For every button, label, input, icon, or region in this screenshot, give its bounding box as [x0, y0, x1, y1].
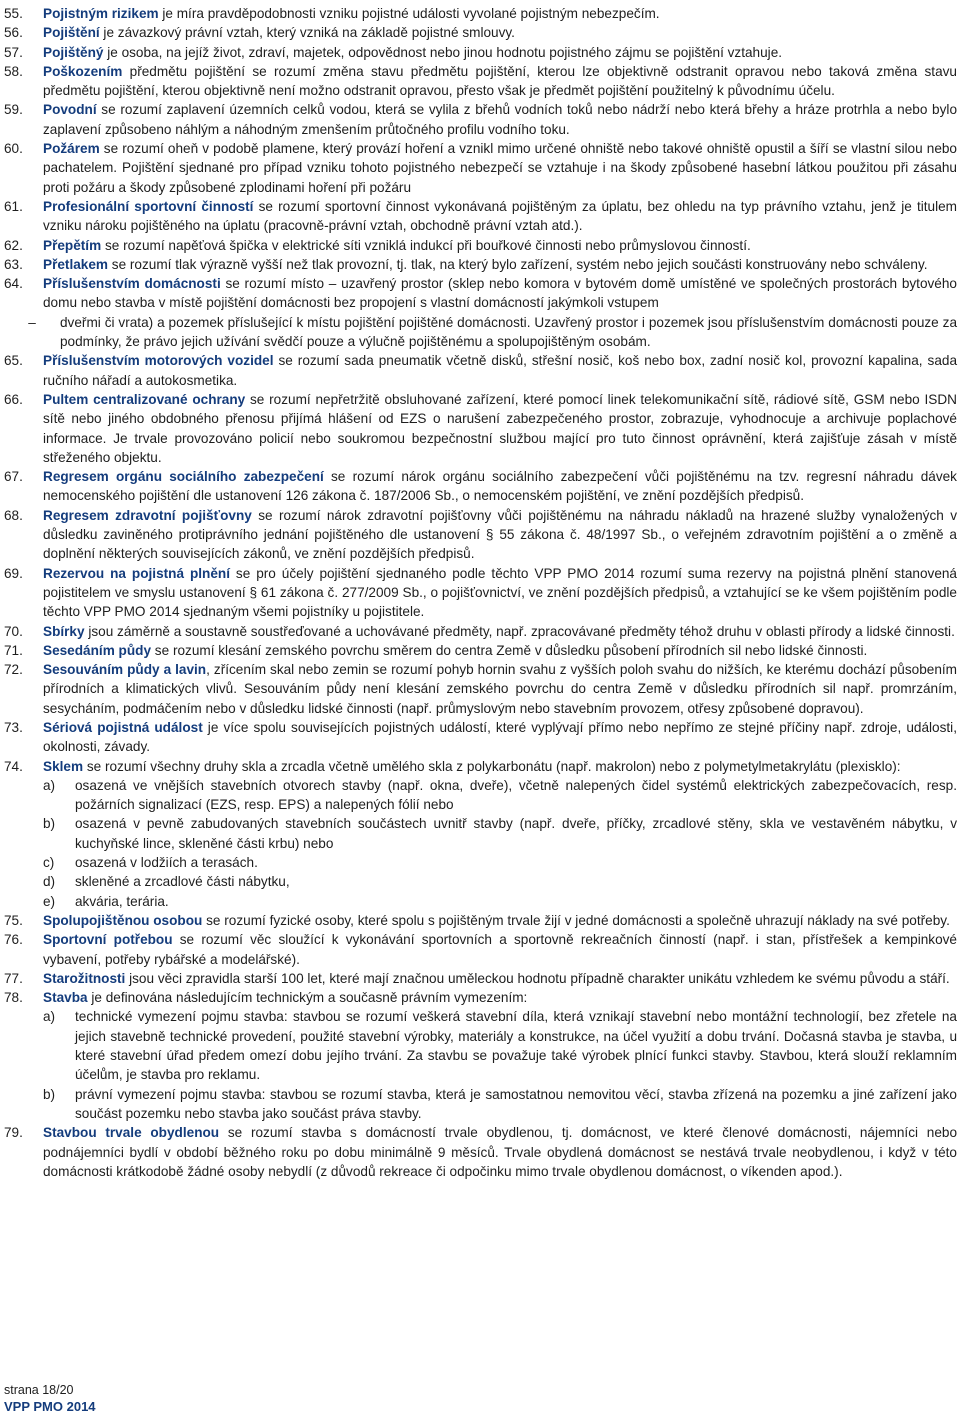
defined-term: Příslušenstvím domácnosti	[43, 276, 221, 292]
entry-text	[43, 641, 957, 660]
definition-entry	[4, 390, 957, 467]
entry-number: 77.	[4, 970, 23, 986]
defined-term: Pojištění	[43, 25, 100, 41]
entry-text	[43, 4, 957, 23]
document-body	[4, 4, 957, 1181]
defined-term: Pojistným rizikem	[43, 6, 159, 21]
entry-body	[43, 641, 957, 660]
definition-text: se rozumí sada pneumatik včetně disků, střešní nosič, koš nebo box, zadní nosič kol, provozní kapalina, sada ručního nářadí a autokosmetika.	[43, 353, 958, 388]
entry-number: 70.	[4, 623, 23, 639]
entry-body	[43, 757, 957, 911]
definition-entry	[4, 351, 957, 390]
definition-text: jsou záměrně a soustavně soustřeďované a uchovávané předměty, např. zpracovávané předměty téhož druhu v oblasti přírody a lidské činnosti.	[84, 623, 955, 639]
definition-text: se rozumí fyzické osoby, které spolu s pojištěným trvale žijí v jedné domácnosti a společně uhrazují náklady na své potřeby.	[202, 912, 950, 928]
sub-label: b)	[43, 816, 56, 832]
definition-entry	[4, 622, 957, 641]
sub-label: a)	[43, 1009, 56, 1025]
defined-term: Povodní	[43, 102, 97, 118]
definition-entry	[4, 564, 957, 622]
definition-text: se rozumí klesání zemského povrchu směrem do centra Země v důsledku působení přírodních sil nebo lidské činnosti.	[151, 642, 868, 658]
entry-number: 60.	[4, 141, 23, 157]
entry-number: 59.	[4, 102, 23, 118]
entry-number: 74.	[4, 758, 23, 774]
definition-text: je závazkový právní vztah, který vzniká na základě pojistné smlouvy.	[99, 25, 515, 41]
definition-text: se rozumí stavba s domácností trvale obydlenou, tj. domácnost, ve které členové domácnosti, nájemníci nebo podnájemníci bydlí v období běžného roku po dobu minimálně 9 měsíců. Trvale obydlená domácnost se nestává trvale neobydlenou, i když v této domácnosti krátkodobě žádné osoby nebydlí (z důvodů rekreace či odpočinku mimo trvale obydlenou domácnost, o víkenden apod.).	[43, 1125, 958, 1179]
entry-body	[43, 62, 957, 101]
definition-entry	[4, 139, 957, 197]
definition-text: se rozumí všechny druhy skla a zrcadla včetně umělého skla z polykarbonátu (např. makrolon) nebo z polymetylmetakrylátu (plexisklo):	[83, 758, 901, 774]
sub-item	[43, 1085, 957, 1124]
defined-term: Sportovní potřebou	[43, 932, 173, 948]
definition-text: se rozumí nárok orgánu sociálního zabezpečení vůči pojištěnému na tzv. regresní náhradu dávek nemocenského pojištění dle ustanovení 126 zákona č. 187/2006 Sb., o nemocenském pojištění, ve znění pozdějších předpisů.	[43, 469, 957, 504]
definition-entry	[4, 4, 957, 23]
entry-number: 71.	[4, 642, 23, 658]
entry-body	[43, 622, 957, 641]
entry-number: 58.	[4, 63, 23, 79]
sub-text: právní vymezení pojmu stavba: stavbou se rozumí stavba, která je samostatnou nemovitou věcí, stavba zřízená na pozemku a jiné zařízení jako součást pozemku nebo stavba jako součást práva stavby.	[75, 1086, 957, 1121]
entry-text	[43, 506, 957, 564]
entry-body	[43, 255, 957, 274]
entry-body	[43, 23, 957, 42]
entry-number: 61.	[4, 198, 23, 214]
entry-number: 72.	[4, 662, 23, 678]
sub-label: c)	[43, 855, 55, 871]
entry-body	[43, 564, 957, 622]
entry-number: 63.	[4, 256, 23, 272]
definition-entry	[4, 1123, 957, 1181]
defined-term: Spolupojištěnou osobou	[43, 912, 203, 928]
definition-text: se rozumí nárok zdravotní pojišťovny vůči pojištěnému na náhradu nákladů na hrazené služby vynaložených v důsledku zaviněného protiprávního jednání pojištěného dle ustanovení § 55 zákona č. 48/1997 Sb., o veřejném zdravotním pojištění a o změně a doplnění některých souvisejících zákonů, ve znění pozdějších předpisů.	[43, 507, 957, 562]
entry-text	[43, 930, 957, 969]
entry-text	[43, 43, 957, 62]
entry-body	[43, 390, 957, 467]
page-number: strana 18/20	[4, 1383, 74, 1397]
definition-text: předmětu pojištění se rozumí změna stavu předmětu pojištění, kterou lze objektivně odstranit opravou nebo taková změna stavu předmětu pojištění, kterou objektivně není možno odstranit opravou, přesto však je předmět pojištění použitelný k původnímu účelu.	[43, 63, 957, 99]
sub-label: e)	[43, 893, 56, 909]
entry-body	[43, 100, 957, 139]
definition-text: , zřícením skal nebo zemin se rozumí pohyb hornin svahu z vyšších poloh svahu do nižších, ke kterému dochází působením přírodních a klimatických vlivů. Sesouváním půdy není klesání zemského povrchu do centra Země v důsledku přírodních sil např. promrzáním, sesycháním, podmáčením nebo v důsledku lidské činnosti (např. průmyslovým nebo stavebním provozem, otřesy způsobené dopravou).	[43, 662, 958, 716]
entry-text	[43, 988, 957, 1007]
definition-text: je definována následujícím technickým a současně právním vymezením:	[87, 990, 528, 1006]
entry-number: 76.	[4, 932, 23, 948]
defined-term: Regresem zdravotní pojišťovny	[43, 507, 252, 523]
entry-number: 65.	[4, 353, 23, 369]
definition-text: se rozumí oheň v podobě plamene, který provází hoření a vznikl mimo určené ohniště nebo takové ohniště opustil a šíří se vlastní silou nebo pachatelem. Pojištění sjednané pro případ vzniku tohoto pojistného nebezpečí se vztahuje i na škody způsobené hasební látkou použitou při zásahu proti požáru a škody způsobené zplodinami hoření při požáru	[43, 141, 957, 195]
definition-entry	[4, 197, 957, 236]
entry-body	[43, 236, 957, 255]
definition-entry	[4, 274, 957, 351]
sub-text: osazená v lodžiích a terasách.	[75, 855, 258, 871]
definition-entry	[4, 62, 957, 101]
sub-item	[43, 776, 957, 815]
entry-body	[43, 969, 957, 988]
sub-text: technické vymezení pojmu stavba: stavbou se rozumí veškerá stavební díla, která vznikají stavební nebo montážní technologií, bez zřetele na jejich stavebně technické provedení, použité stavební výrobky, materiály a konstrukce, na účel využití a dobu trvání. Dočasná stavba je stavba, u které stavební úřad předem omezí dobu jejího trvání. Za stavbu se považuje také výrobek plnící funkci stavby. Stavbou, která slouží reklamním účelům, je stavba pro reklamu.	[75, 1009, 957, 1083]
defined-term: Sériová pojistná událost	[43, 719, 203, 735]
dash-text: dveřmi či vrata) a pozemek příslušející k místu pojištění pojištěné domácnosti. Uzavřený prostor i pozemek jsou příslušenstvím domácnosti pouze za podmínky, že právo jejich užívání svědčí pouze a výlučně pojištěnému a spolupojištěným osobám.	[60, 314, 957, 350]
definition-text: se rozumí nepřetržitě obsluhované zařízení, které pomocí linek telekomunikační sítě, rádiové sítě, GSM nebo ISDN sítě nebo jiného obdobného přenosu přijímá hlášení od EZS o narušení zabezpečeného prostor, zobrazuje, vyhodnocuje a archivuje poplachové informace. Je trvale provozováno policií nebo soukromou bezpečnostní službou mající pro tuto činnost oprávnění, která zajišťuje zásah v místě střeženého objektu.	[43, 391, 957, 465]
definition-entry	[4, 718, 957, 757]
sub-item	[43, 872, 957, 891]
definition-text: se pro účely pojištění sjednaného podle těchto VPP PMO 2014 rozumí suma rezervy na pojistná plnění stanovená pojistitelem ve smyslu ustanovení § 61 zákona č. 277/2009 Sb., o pojišťovnictví, ve znění pozdějších předpisů, a vztahující se ke všem pojištěním podle těchto VPP PMO 2014 sjednaným všemi pojistníky u pojistitele.	[43, 565, 957, 620]
defined-term: Profesionální sportovní činností	[43, 198, 254, 214]
entry-text	[43, 139, 957, 197]
entry-number: 64.	[4, 276, 23, 292]
sub-label: a)	[43, 777, 56, 793]
definition-entry	[4, 506, 957, 564]
definition-entry	[4, 23, 957, 42]
entry-text	[43, 62, 957, 101]
sub-item	[43, 1007, 957, 1084]
defined-term: Sesouváním půdy a lavin	[43, 662, 207, 678]
entry-body	[43, 911, 957, 930]
entry-number: 73.	[4, 719, 23, 735]
sub-label: d)	[43, 874, 56, 890]
entry-number: 67.	[4, 469, 23, 485]
entry-text	[43, 467, 957, 506]
definition-entry	[4, 236, 957, 255]
definition-entry	[4, 641, 957, 660]
entry-text	[43, 351, 957, 390]
entry-text	[43, 969, 957, 988]
definition-text: se rozumí sportovní činnost vykonávaná pojištěným za úplatu, bez ohledu na typ právního vztahu, jenž je titulem vzniku nároku pojištěného na úplatu (pracovně-právní vztah, obchodně právní vztah atd.).	[43, 198, 957, 234]
definition-text: se rozumí napěťová špička v elektrické síti vzniklá indukcí při bouřkové činnosti nebo průmyslovou činností.	[101, 237, 751, 253]
definition-entry	[4, 757, 957, 911]
definition-text: je osoba, na jejíž život, zdraví, majetek, odpovědnost nebo jinou hodnotu pojistného zájmu se pojištění vztahuje.	[103, 44, 783, 60]
defined-term: Přepětím	[43, 237, 102, 253]
defined-term: Stavbou trvale obydlenou	[43, 1125, 220, 1141]
entry-text	[43, 23, 957, 42]
entry-text	[43, 660, 957, 718]
entry-body	[43, 197, 957, 236]
definition-text: je míra pravděpodobnosti vzniku pojistné události vyvolané pojistným nebezpečím.	[158, 6, 660, 21]
entry-text	[43, 757, 957, 776]
document-code: VPP PMO 2014	[4, 1399, 96, 1414]
defined-term: Pojištěný	[43, 44, 104, 60]
entry-number: 55.	[4, 6, 23, 21]
entry-number: 69.	[4, 565, 23, 581]
entry-body	[43, 43, 957, 62]
defined-term: Sklem	[43, 758, 84, 774]
entry-number: 79.	[4, 1125, 23, 1141]
entry-body	[43, 660, 957, 718]
definition-text: se rozumí věc sloužící k vykonávání sportovních a sportovně rekreačních činností (např. i stan, přístřešek a kempinkové vybavení, potřeby rybářské a modelářské).	[43, 932, 957, 967]
entry-text	[43, 255, 957, 274]
defined-term: Poškozením	[43, 63, 123, 79]
entry-text	[43, 274, 957, 313]
sub-text: osazená v pevně zabudovaných stavebních součástech uvnitř stavby (např. dveře, příčky, zrcadlové stěny, skla ve vestavěném nábytku, v kuchyňské lince, skleněné části krbu) nebo	[75, 816, 957, 851]
entry-text	[43, 390, 957, 467]
sub-text: skleněné a zrcadlové části nábytku,	[75, 874, 290, 890]
definition-entry	[4, 660, 957, 718]
defined-term: Požárem	[43, 141, 100, 157]
entry-number: 66.	[4, 391, 23, 407]
entry-body	[43, 718, 957, 757]
sub-item	[43, 892, 957, 911]
entry-text	[43, 718, 957, 757]
entry-text	[43, 1123, 957, 1181]
definition-text: se rozumí místo – uzavřený prostor (sklep nebo komora v bytovém domě umístěné ve společných prostorách bytového domu nebo stavba v místě pojištění domácnosti bez propojení s vlastní domácností jakýmkoli vstupem	[43, 276, 957, 311]
entry-body	[43, 467, 957, 506]
sub-item	[43, 814, 957, 853]
entry-text	[43, 197, 957, 236]
entry-number: 62.	[4, 237, 23, 253]
entry-text	[43, 911, 957, 930]
definition-entry	[4, 969, 957, 988]
entry-number: 78.	[4, 990, 23, 1006]
entry-number: 57.	[4, 44, 23, 60]
entry-text	[43, 236, 957, 255]
sub-item	[43, 853, 957, 872]
definition-text: je více spolu souvisejících pojistných událostí, které vyplývají přímo nebo nepřímo ze stejné příčiny např. zdroje, události, okolnosti, závady.	[43, 719, 957, 755]
definition-text: se rozumí zaplavení územních celků vodou, která se vylila z břehů vodních toků nebo nádrží nebo která břehy a hráze protrhla a nebo bylo zaplavení způsobeno náhlým a náhodným zmenšením průtočného profilu vodního toku.	[43, 102, 957, 137]
definition-entry	[4, 911, 957, 930]
entry-body	[43, 988, 957, 1123]
defined-term: Přetlakem	[43, 256, 108, 272]
definition-text: jsou věci zpravidla starší 100 let, které mají značnou uměleckou hodnotu případně charakter unikátu vzhledem ke svému původu a stáří.	[125, 970, 950, 986]
entry-body	[43, 506, 957, 564]
defined-term: Stavba	[43, 990, 88, 1006]
definition-entry	[4, 255, 957, 274]
entry-number: 75.	[4, 912, 23, 928]
defined-term: Pultem centralizované ochrany	[43, 391, 246, 407]
entry-text	[43, 100, 957, 139]
defined-term: Regresem orgánu sociálního zabezpečení	[43, 469, 324, 485]
defined-term: Sesedáním půdy	[43, 642, 152, 658]
entry-text	[43, 564, 957, 622]
dash-mark: –	[28, 314, 36, 330]
definition-entry	[4, 930, 957, 969]
defined-term: Sbírky	[43, 623, 85, 639]
entry-body	[43, 351, 957, 390]
entry-body	[43, 4, 957, 23]
definition-text: se rozumí tlak výrazně vyšší než tlak provozní, tj. tlak, na který bylo zařízení, systém nebo jejich součásti konstruovány nebo schváleny.	[108, 256, 928, 272]
sub-text: osazená ve vnějších stavebních otvorech stavby (např. okna, dveře), včetně nalepených čidel systémů elektrických zabezpečovacích, resp. požárních signalizací (EZS, resp. EPS) a nalepených fólií nebo	[75, 777, 957, 813]
entry-body	[43, 1123, 957, 1181]
definition-entry	[4, 467, 957, 506]
dash-item	[4, 313, 957, 352]
entry-text	[43, 622, 957, 641]
entry-number: 68.	[4, 507, 23, 523]
definition-entry	[4, 43, 957, 62]
definition-entry	[4, 988, 957, 1123]
defined-term: Starožitnosti	[43, 970, 126, 986]
entry-body	[28, 274, 957, 351]
sub-text: akvária, terária.	[75, 893, 169, 909]
sub-label: b)	[43, 1086, 56, 1102]
definition-entry	[4, 100, 957, 139]
entry-number: 56.	[4, 25, 23, 41]
entry-body	[43, 139, 957, 197]
defined-term: Rezervou na pojistná plnění	[43, 565, 230, 581]
entry-body	[43, 930, 957, 969]
defined-term: Příslušenstvím motorových vozidel	[43, 353, 274, 369]
